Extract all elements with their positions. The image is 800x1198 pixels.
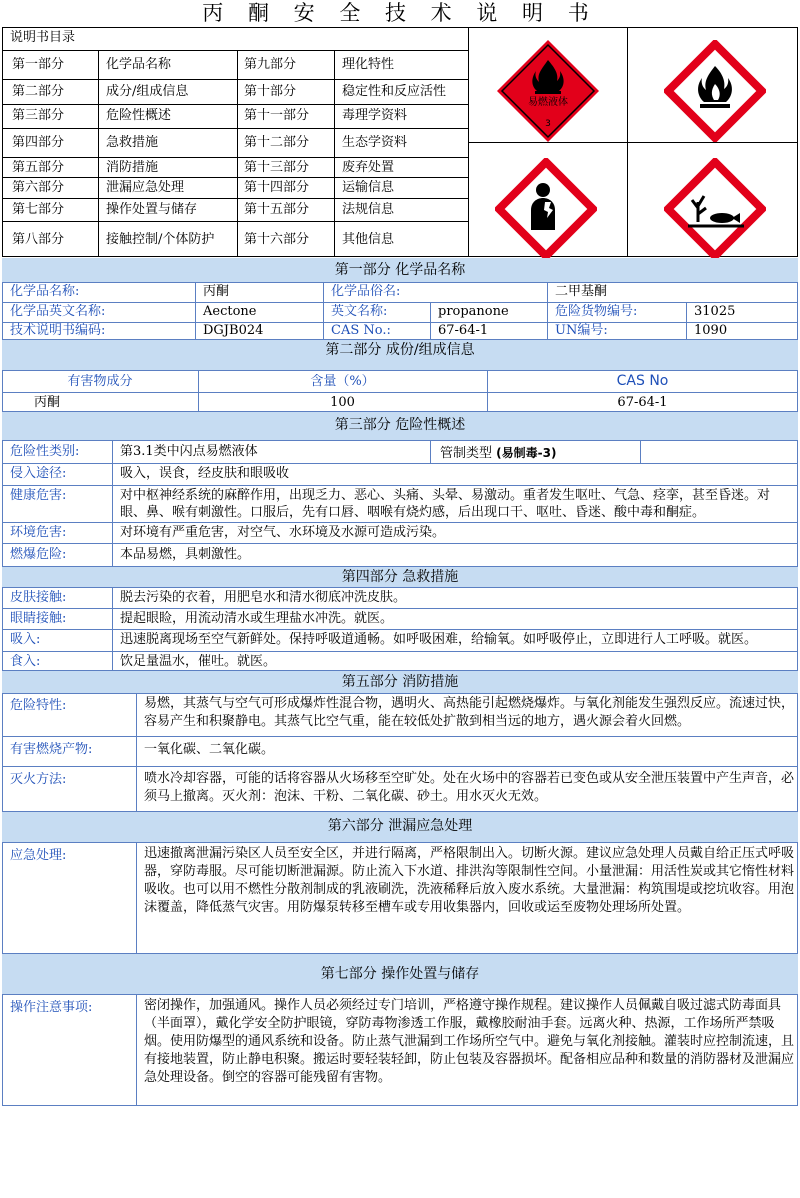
section-header: 第四部分 急救措施	[341, 569, 459, 585]
toc-part-name: 泄漏应急处理	[106, 180, 185, 195]
col-header-ingredient: 有害物成分	[67, 374, 133, 389]
combustion-products-value: 一氧化碳、二氧化碳。	[144, 742, 275, 757]
health-hazard-icon	[495, 158, 597, 260]
first-aid-value: 脱去污染的衣着，用肥皂水和清水彻底冲洗皮肤。	[120, 590, 407, 605]
toc-part-name: 毒理学资料	[342, 108, 408, 123]
un-no-value: 1090	[694, 323, 728, 338]
toc-part: 第六部分	[12, 180, 65, 195]
toc-part-name: 理化特性	[342, 57, 395, 72]
combustion-products-label: 有害燃烧产物:	[10, 742, 93, 757]
toc-part: 第十四部分	[244, 180, 310, 195]
dangerous-goods-no-label: 危险货物编号:	[555, 304, 638, 319]
section-header: 第五部分 消防措施	[341, 674, 459, 690]
toc-part: 第七部分	[12, 202, 65, 217]
toc-part: 第十一部分	[244, 108, 310, 123]
section-header: 第六部分 泄漏应急处理	[327, 818, 473, 834]
msds-code-label: 技术说明书编码:	[10, 323, 106, 338]
toc-part: 第一部分	[12, 57, 65, 72]
environment-hazard-icon	[664, 158, 766, 260]
english-name-label: 化学品英文名称:	[10, 304, 106, 319]
control-type	[436, 445, 636, 462]
msds-code-value: DGJB024	[203, 323, 264, 338]
cas-value: 67-64-1	[617, 395, 668, 410]
health-hazard-label: 健康危害:	[10, 488, 67, 503]
col-header-content: 含量（%）	[310, 374, 375, 389]
dangerous-goods-no-value: 31025	[694, 304, 736, 319]
first-aid-label: 食入:	[10, 654, 41, 669]
toc-part: 第三部分	[12, 108, 65, 123]
control-type-label: 管制类型	[440, 446, 493, 461]
hazard-class-value: 第3.1类中闪点易燃液体	[120, 444, 258, 459]
fire-explosion-label: 燃爆危险:	[10, 547, 67, 562]
toc-part: 第八部分	[12, 232, 65, 247]
first-aid-value: 迅速脱离现场至空气新鲜处。保持呼吸道通畅。如呼吸困难，给输氧。如呼吸停止，立即进行人工呼吸。就医。	[120, 632, 758, 647]
exposure-route-label: 侵入途径:	[10, 466, 67, 481]
toc-part-name: 稳定性和反应活性	[342, 84, 447, 99]
fire-hazard-value: 易燃，其蒸气与空气可形成爆炸性混合物，遇明火、高热能引起燃烧爆炸。与氧化剂能发生强烈反应。流速过快，容易产生和积聚静电。其蒸气比空气重，能在较低处扩散到相当远的地方，遇火源会着火回燃。	[144, 696, 794, 729]
extinguishing-method-label: 灭火方法:	[10, 772, 67, 787]
toc-part-name: 操作处置与储存	[106, 202, 198, 217]
toc-part-name: 急救措施	[106, 135, 159, 150]
toc-part: 第十五部分	[244, 202, 310, 217]
toc-part: 第十二部分	[244, 135, 310, 150]
first-aid-label: 皮肤接触:	[10, 590, 67, 605]
ingredient-value: 丙酮	[34, 395, 61, 410]
common-name-value: 二甲基酮	[555, 284, 608, 299]
content-value: 100	[330, 395, 355, 410]
toc-part-name: 危险性概述	[106, 108, 172, 123]
fire-explosion-value: 本品易燃，具刺激性。	[120, 547, 251, 562]
toc-part: 第十三部分	[244, 160, 310, 175]
common-name-label: 化学品俗名:	[331, 284, 401, 299]
first-aid-label: 眼睛接触:	[10, 611, 67, 626]
handling-precautions-label: 操作注意事项:	[10, 1000, 93, 1015]
first-aid-value: 饮足量温水，催吐。就医。	[120, 654, 277, 669]
document-title: 丙 酮 安 全 技 术 说 明 书	[202, 1, 598, 25]
toc-part: 第九部分	[244, 57, 297, 72]
toc-part-name: 法规信息	[342, 202, 395, 217]
section-header: 第二部分 成份/组成信息	[325, 342, 475, 358]
un-no-label: UN编号:	[555, 323, 608, 338]
control-type-value: (易制毒-3)	[496, 446, 557, 460]
toc-part-name: 消防措施	[106, 160, 159, 175]
emergency-response-value: 迅速撤离泄漏污染区人员至安全区，并进行隔离，严格限制出入。切断火源。建议应急处理人员戴自给正压式呼吸器，穿防毒服。尽可能切断泄漏源。防止流入下水道、排洪沟等限制性空间。小量泄漏：用活性炭或其它惰性材料吸收。也可以用不燃性分散剂制成的乳液刷洗，洗液稀释后放入废水系统。大量泄漏：构筑围堤或挖坑收容。用泡沫覆盖，降低蒸气灾害。用防爆泵转移至槽车或专用收集器内，回收或运至废物处理场所处置。	[144, 846, 795, 915]
exposure-route-value: 吸入，误食，经皮肤和眼吸收	[120, 466, 290, 481]
toc-part-name: 接触控制/个体防护	[106, 232, 215, 247]
chemical-name-label: 化学品名称:	[10, 284, 80, 299]
toc-part-name: 生态学资料	[342, 135, 408, 150]
first-aid-label: 吸入:	[10, 632, 41, 647]
en-name-label: 英文名称:	[331, 304, 388, 319]
health-hazard-value: 对中枢神经系统的麻醉作用，出现乏力、恶心、头痛、头晕、易激动。重者发生呕吐、气急、痉挛，甚至昏迷。对眼、鼻、喉有刺激性。口服后，先有口唇、咽喉有烧灼感，后出现口干、呕吐、昏迷、酸中毒和酮症。	[120, 488, 771, 520]
environment-hazard-label: 环境危害:	[10, 525, 67, 540]
toc-header: 说明书目录	[10, 30, 76, 45]
flame-icon	[664, 40, 766, 142]
section-header: 第三部分 危险性概述	[334, 417, 466, 433]
toc-part-name: 废弃处置	[342, 160, 395, 175]
col-header-cas: CAS No	[616, 373, 669, 389]
cas-value: 67-64-1	[438, 323, 489, 338]
toc-part-name: 化学品名称	[106, 57, 172, 72]
en-name-value: propanone	[438, 304, 509, 319]
extinguishing-method-value: 喷水冷却容器，可能的话将容器从火场移至空旷处。处在火场中的容器若已变色或从安全泄压装置中产生声音，必须马上撤离。灭火剂：泡沫、干粉、二氧化碳、砂土。用水灭火无效。	[144, 771, 795, 804]
emergency-response-label: 应急处理:	[10, 848, 67, 863]
toc-part: 第二部分	[12, 84, 65, 99]
handling-precautions-value: 密闭操作，加强通风。操作人员必须经过专门培训，严格遵守操作规程。建议操作人员佩戴自吸过滤式防毒面具（半面罩），戴化学安全防护眼镜，穿防毒物渗透工作服，戴橡胶耐油手套。远离火种、热源，工作场所严禁吸烟。使用防爆型的通风系统和设备。防止蒸气泄漏到工作场所空气中。避免与氧化剂接触。灌装时应控制流速，且有接地装置，防止静电积聚。搬运时要轻装轻卸，防止包装及容器损坏。配备相应品种和数量的消防器材及泄漏应急处理设备。倒空的容器可能残留有害物。	[144, 998, 795, 1085]
flammable-liquid-diamond-icon	[495, 38, 601, 144]
toc-part-name: 其他信息	[342, 232, 395, 247]
hazard-class-label: 危险性类别:	[10, 444, 80, 459]
english-name-value: Aectone	[203, 304, 257, 319]
svg-text:易燃液体: 易燃液体	[528, 97, 568, 108]
toc-part: 第五部分	[12, 160, 65, 175]
first-aid-value: 提起眼睑，用流动清水或生理盐水冲洗。就医。	[120, 611, 394, 626]
section-header: 第七部分 操作处置与储存	[320, 966, 480, 982]
chemical-name-value: 丙酮	[203, 284, 230, 299]
toc-part: 第四部分	[12, 135, 65, 150]
cas-label: CAS No.:	[331, 323, 391, 338]
fire-hazard-label: 危险特性:	[10, 698, 67, 713]
section-header: 第一部分 化学品名称	[334, 262, 466, 278]
svg-text:3: 3	[545, 119, 551, 129]
toc-part-name: 成分/组成信息	[106, 84, 189, 99]
toc-part-name: 运输信息	[342, 180, 395, 195]
environment-hazard-value: 对环境有严重危害，对空气、水环境及水源可造成污染。	[120, 525, 446, 540]
toc-part: 第十六部分	[244, 232, 310, 247]
toc-part: 第十部分	[244, 84, 297, 99]
